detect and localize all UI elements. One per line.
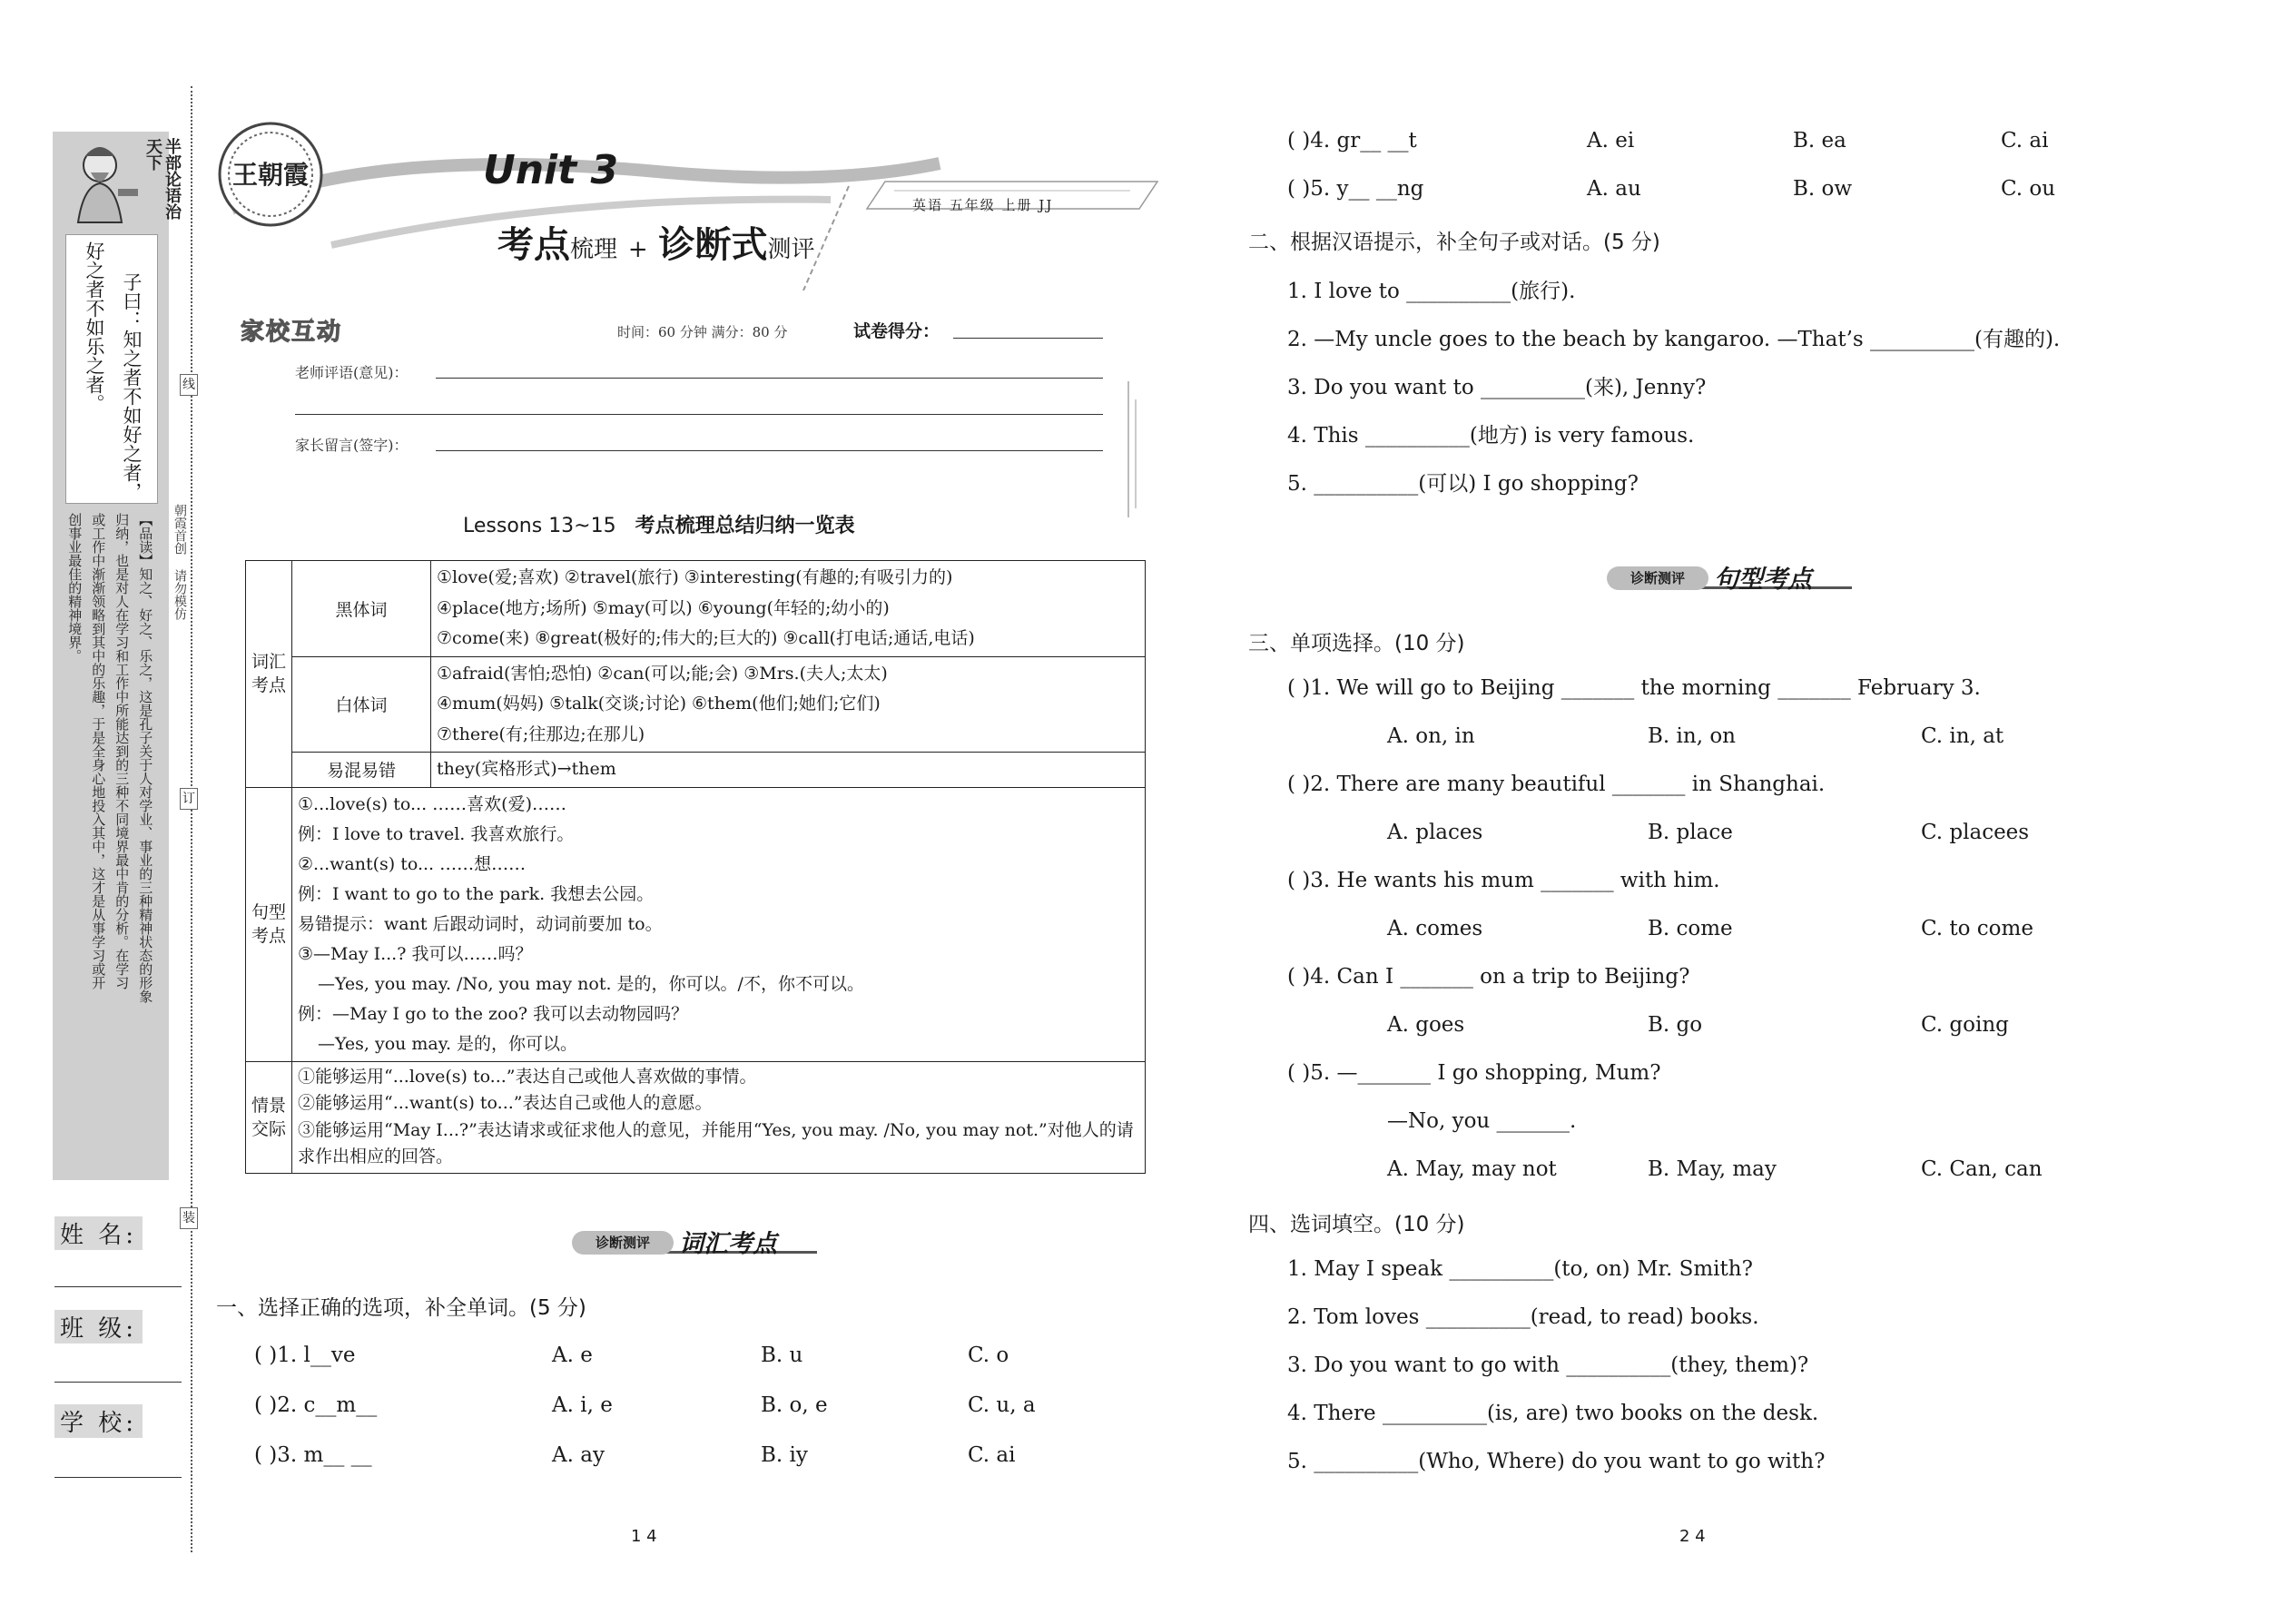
situation-line: ①能够运用“...love(s) to...”表达自己或他人喜欢做的事情。 [298, 1066, 757, 1087]
s3-q4-stem[interactable]: ( )4. Can I _______ on a trip to Beijing? [1287, 965, 1690, 989]
s2-line-5[interactable]: 5. __________(可以) I go shopping? [1287, 472, 1639, 496]
deco-lines [1121, 381, 1148, 527]
s1-q2-option-a[interactable]: A. i, e [552, 1393, 613, 1417]
s1-q4-option-c[interactable]: C. ai [2001, 129, 2049, 153]
s3-q3-option-a[interactable]: A. comes [1387, 917, 1483, 940]
subject-tag: 英语 五年级 上册 JJ [912, 197, 1054, 213]
white-words-line: ⑦there(有;往那边;在那儿) [437, 723, 645, 744]
school-label: 学 校: [54, 1404, 143, 1438]
s3-q1-option-c[interactable]: C. in, at [1921, 724, 2004, 748]
s3-q2-option-a[interactable]: A. places [1387, 821, 1483, 844]
s4-line-5[interactable]: 5. __________(Who, Where) do you want to go with? [1287, 1450, 1826, 1473]
s3-q3-stem[interactable]: ( )3. He wants his mum _______ with him. [1287, 869, 1720, 892]
knowledge-table [245, 560, 1146, 1174]
section-3-title: 三、单项选择。(10 分) [1248, 632, 1465, 655]
page-number-right: 2 4 [1679, 1527, 1706, 1546]
parent-note-label: 家长留言(签字)： [295, 437, 409, 454]
page-number-left: 1 4 [631, 1527, 657, 1546]
teacher-comment-label: 老师评语(意见)： [295, 364, 409, 381]
situation-line: ③能够运用“May I...?”表达请求或征求他人的意见，并能用“Yes, you may. /No, you may not.”对他人的请求作出相应的回答。 [298, 1119, 1134, 1166]
name-field[interactable] [54, 1284, 182, 1287]
commentary-line-4: 创事业最佳的精神境界。 [66, 513, 84, 663]
s4-line-1[interactable]: 1. May I speak __________(to, on) Mr. Smith? [1287, 1257, 1753, 1281]
s1-q3-option-a[interactable]: A. ay [552, 1443, 605, 1467]
teacher-comment-field-2[interactable] [295, 414, 1103, 415]
table-title-text: 考点梳理总结归纳一览表 [635, 514, 855, 537]
s1-q4-option-b[interactable]: B. ea [1793, 129, 1846, 153]
white-words-label: 白体词 [292, 656, 431, 753]
s1-q3-stem[interactable]: ( )3. m__ __ [254, 1443, 372, 1467]
class-label: 班 级: [54, 1310, 143, 1343]
bold-words-label: 黑体词 [292, 561, 431, 657]
s3-q5-stem-2[interactable]: —No, you _______. [1387, 1109, 1577, 1133]
sentence-section-badge [1607, 561, 1879, 597]
section-1-title: 一、选择正确的选项，补全单词。(5 分) [216, 1296, 586, 1320]
copyright-note: 朝霞首创 请勿模仿 [172, 504, 187, 620]
cut-line [191, 86, 192, 1552]
title-part-b: 梳理 [570, 236, 618, 263]
parent-note-field[interactable] [436, 450, 1103, 451]
s3-q5-stem[interactable]: ( )5. —_______ I go shopping, Mum? [1287, 1061, 1661, 1085]
s1-q1-option-b[interactable]: B. u [761, 1343, 803, 1367]
s1-q4-option-a[interactable]: A. ei [1587, 129, 1635, 153]
name-label: 姓 名: [54, 1216, 143, 1250]
s1-q5-stem[interactable]: ( )5. y__ __ng [1287, 177, 1424, 201]
s1-q1-option-c[interactable]: C. o [968, 1343, 1009, 1367]
home-school-badge: 家校互动 [241, 319, 343, 346]
s1-q2-option-c[interactable]: C. u, a [968, 1393, 1036, 1417]
s3-q1-option-a[interactable]: A. on, in [1387, 724, 1475, 748]
quote-line-2: 好之者不如乐之者。 [84, 241, 105, 413]
situation-category: 情景交际 [246, 1061, 292, 1173]
s1-q4-stem[interactable]: ( )4. gr__ __t [1287, 129, 1417, 153]
s3-q1-stem[interactable]: ( )1. We will go to Beijing _______ the morning _______ February 3. [1287, 676, 1981, 700]
s3-q1-option-b[interactable]: B. in, on [1648, 724, 1736, 748]
s3-q4-option-c[interactable]: C. going [1921, 1013, 2009, 1037]
sentence-line: 例：I want to go to the park. 我想去公园。 [298, 883, 655, 904]
score-label: 试卷得分： [853, 321, 940, 341]
s3-q2-stem[interactable]: ( )2. There are many beautiful _______ in Shanghai. [1287, 773, 1826, 796]
quote-box [65, 234, 158, 504]
commentary-line-2: 归纳，也是对人在学习和工作中所能达到的三种不同境界最中肯的分析。在学习 [113, 513, 131, 989]
bold-words-line: ⑦come(来) ⑧great(极好的;伟大的;巨大的) ⑨call(打电话;通话,电话) [437, 628, 975, 648]
white-words-line: ④mum(妈妈) ⑤talk(交谈;讨论) ⑥them(他们;她们;它们) [437, 694, 881, 714]
table-title [463, 510, 855, 538]
commentary-line-3: 或工作中渐渐领略到其中的乐趣，于是全身心地投入其中，这才是从事学习或开 [90, 513, 107, 989]
score-field[interactable] [953, 338, 1103, 339]
badge-title: 句型考点 [1714, 566, 1812, 594]
s4-line-4[interactable]: 4. There __________(is, are) two books on the desk. [1287, 1402, 1819, 1425]
sentence-line: ①...love(s) to... ……喜欢(爱)…… [298, 793, 566, 814]
sentence-line: 例：—May I go to the zoo? 我可以去动物园吗？ [298, 1003, 689, 1024]
logo-text: 王朝霞 [231, 160, 310, 190]
situation-cell [292, 1061, 1146, 1173]
sentence-line: —Yes, you may. 是的，你可以。 [318, 1033, 578, 1054]
series-name: 半部论语治天下 [143, 138, 182, 220]
white-words-line: ①afraid(害怕;恐怕) ②can(可以;能;会) ③Mrs.(夫人;太太) [437, 663, 888, 684]
s3-q2-option-c[interactable]: C. placees [1921, 821, 2030, 844]
school-field[interactable] [54, 1475, 182, 1478]
section-4-title: 四、选词填空。(10 分) [1248, 1213, 1465, 1236]
main-title [497, 216, 815, 268]
confuse-text: they(宾格形式)→them [431, 753, 1146, 788]
sentence-line: ③—May I...? 我可以……吗？ [298, 943, 533, 964]
vocab-section-badge [572, 1225, 844, 1262]
title-part-d: 测评 [767, 236, 815, 263]
s3-q3-option-b[interactable]: B. come [1648, 917, 1733, 940]
s3-q3-option-c[interactable]: C. to come [1921, 917, 2033, 940]
s1-q5-option-c[interactable]: C. ou [2001, 177, 2056, 201]
s3-q4-option-a[interactable]: A. goes [1387, 1013, 1465, 1037]
cut-mark-3: 装 [180, 1207, 198, 1229]
section-2-title: 二、根据汉语提示，补全句子或对话。(5 分) [1248, 231, 1660, 254]
sentence-line: —Yes, you may. /No, you may not. 是的，你可以。/不，你不可以。 [318, 973, 864, 994]
s2-line-4[interactable]: 4. This __________(地方) is very famous. [1287, 424, 1695, 448]
s3-q5-option-a[interactable]: A. May, may not [1387, 1157, 1557, 1181]
sentence-line: 例：I love to travel. 我喜欢旅行。 [298, 823, 575, 844]
badge-pill: 诊断测评 [1607, 566, 1708, 590]
unit-title: Unit 3 [483, 147, 619, 193]
s1-q5-option-b[interactable]: B. ow [1793, 177, 1853, 201]
vocab-category: 词汇考点 [246, 561, 292, 788]
s4-line-3[interactable]: 3. Do you want to go with __________(they, them)? [1287, 1353, 1809, 1377]
white-words-cell [431, 656, 1146, 753]
s3-q2-option-b[interactable]: B. place [1648, 821, 1733, 844]
s1-q3-option-b[interactable]: B. iy [761, 1443, 808, 1467]
s2-line-2[interactable]: 2. —My uncle goes to the beach by kangaroo. —That’s __________(有趣的). [1287, 328, 2061, 351]
s3-q5-option-c[interactable]: C. Can, can [1921, 1157, 2043, 1181]
title-part-a: 考点 [497, 223, 570, 266]
s1-q3-option-c[interactable]: C. ai [968, 1443, 1016, 1467]
s3-q5-option-b[interactable]: B. May, may [1648, 1157, 1777, 1181]
title-plus: + [627, 236, 648, 263]
time-info: 时间：60 分钟 满分：80 分 [617, 324, 788, 340]
bold-words-line: ④place(地方;场所) ⑤may(可以) ⑥young(年轻的;幼小的) [437, 597, 890, 618]
sentence-category: 句型考点 [246, 787, 292, 1061]
commentary-line-1: 【品读】知之、好之、乐之，这是孔子关于人对学业、事业的三种精神状态的形象 [137, 513, 154, 1003]
brand-logo [216, 120, 325, 229]
confuse-label: 易混易错 [292, 753, 431, 788]
s4-line-2[interactable]: 2. Tom loves __________(read, to read) books. [1287, 1305, 1759, 1329]
class-field[interactable] [54, 1380, 182, 1383]
badge-title: 词汇考点 [679, 1230, 777, 1258]
s1-q1-option-a[interactable]: A. e [552, 1343, 593, 1367]
quote-line-1: 子曰：知之者不如好之者， [121, 272, 143, 501]
s1-q1-stem[interactable]: ( )1. l__ve [254, 1343, 356, 1367]
table-title-lessons: Lessons 13~15 [463, 515, 616, 537]
commentary-block [60, 513, 165, 1171]
s2-line-3[interactable]: 3. Do you want to __________(来), Jenny? [1287, 376, 1707, 399]
title-part-c: 诊断式 [658, 223, 768, 266]
s3-q4-option-b[interactable]: B. go [1648, 1013, 1703, 1037]
s1-q2-option-b[interactable]: B. o, e [761, 1393, 828, 1417]
s1-q2-stem[interactable]: ( )2. c__m__ [254, 1393, 378, 1417]
sentence-line: 易错提示：want 后跟动词时，动词前要加 to。 [298, 913, 663, 934]
cut-mark-2: 订 [180, 788, 198, 810]
s2-line-1[interactable]: 1. I love to __________(旅行). [1287, 280, 1576, 303]
bold-words-line: ①love(爱;喜欢) ②travel(旅行) ③interesting(有趣的;有吸引力的) [437, 567, 953, 587]
sentence-line: ②...want(s) to... ……想…… [298, 853, 527, 874]
sentence-cell [292, 787, 1146, 1061]
cut-mark-1: 线 [180, 374, 198, 396]
bold-words-cell [431, 561, 1146, 657]
situation-line: ②能够运用“...want(s) to...”表达自己或他人的意愿。 [298, 1093, 713, 1113]
teacher-comment-field[interactable] [436, 378, 1103, 379]
s1-q5-option-a[interactable]: A. au [1587, 177, 1641, 201]
badge-pill: 诊断测评 [572, 1231, 674, 1255]
